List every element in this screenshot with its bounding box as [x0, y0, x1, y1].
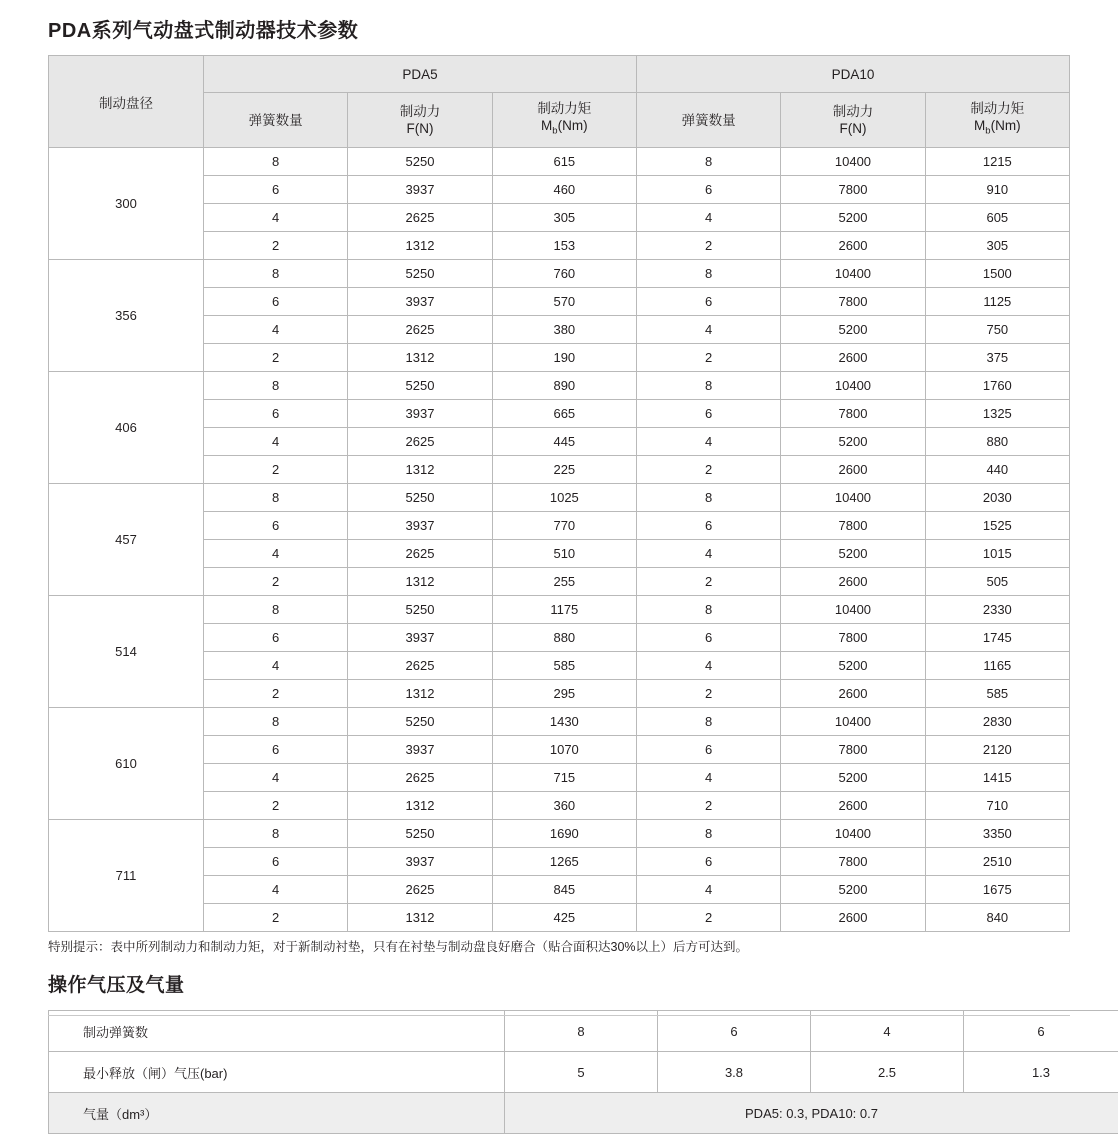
- cell-torque5: 1070: [492, 736, 636, 764]
- cell-force10: 2600: [781, 232, 925, 260]
- cell-torque5: 1265: [492, 848, 636, 876]
- cell-force10: 10400: [781, 148, 925, 176]
- cell-torque10: 605: [925, 204, 1069, 232]
- header-pda5-spring-count: 弹簧数量: [204, 93, 348, 148]
- cell-force5: 2625: [348, 652, 492, 680]
- table-row: [49, 820, 1070, 848]
- cell-spring10: 6: [636, 736, 780, 764]
- header-pda5-torque-line1: 制动力矩: [537, 101, 591, 116]
- cell-force5: 1312: [348, 904, 492, 932]
- cell-force10: 7800: [781, 848, 925, 876]
- cell-force5: 5250: [348, 260, 492, 288]
- cell-torque10: 910: [925, 176, 1069, 204]
- cell-torque10: 880: [925, 428, 1069, 456]
- header-pda10-force-line2: F(N): [839, 121, 866, 136]
- cell-spring10: 8: [636, 372, 780, 400]
- cell-force10: 2600: [781, 456, 925, 484]
- cell-torque10: 1415: [925, 764, 1069, 792]
- cell-spring10: 8: [636, 820, 780, 848]
- cell-spring5: 6: [204, 512, 348, 540]
- cell-spring5: 2: [204, 344, 348, 372]
- technical-parameters-table: [48, 55, 1070, 932]
- cell-spring10: 2: [636, 232, 780, 260]
- cell-spring5: 2: [204, 680, 348, 708]
- header-group-pda5: PDA5: [204, 56, 637, 93]
- cell-spring5: 2: [204, 792, 348, 820]
- cell-force5: 1312: [348, 568, 492, 596]
- cell-torque5: 225: [492, 456, 636, 484]
- cell-torque5: 880: [492, 624, 636, 652]
- cell-torque5: 380: [492, 316, 636, 344]
- cell-spring5: 4: [204, 204, 348, 232]
- cell-spring10: 2: [636, 568, 780, 596]
- cell-spring10: 8: [636, 484, 780, 512]
- cell-force5: 3937: [348, 624, 492, 652]
- header-pda10-torque-line2: [974, 118, 1021, 133]
- header-pda5-torque-unit: (Nm): [558, 118, 588, 133]
- cell-spring5: 4: [204, 652, 348, 680]
- cell-torque10: 1675: [925, 876, 1069, 904]
- cell-spring5: 4: [204, 540, 348, 568]
- cell-force5: 1312: [348, 344, 492, 372]
- air-spring-count-value-2: 6: [658, 1011, 811, 1052]
- cell-torque10: 2830: [925, 708, 1069, 736]
- header-pda5-torque-subscript: b: [552, 126, 557, 137]
- air-table-body: [49, 1011, 1118, 1134]
- cell-spring5: 8: [204, 820, 348, 848]
- cell-force5: 2625: [348, 204, 492, 232]
- cell-spring10: 4: [636, 428, 780, 456]
- cell-spring5: 4: [204, 876, 348, 904]
- table-header: [49, 56, 1070, 148]
- cell-torque5: 305: [492, 204, 636, 232]
- cell-torque5: 760: [492, 260, 636, 288]
- table-row: [49, 260, 1070, 288]
- cell-spring10: 4: [636, 204, 780, 232]
- cell-torque5: 585: [492, 652, 636, 680]
- air-row-min-release-pressure: [49, 1052, 1118, 1093]
- cell-spring10: 8: [636, 148, 780, 176]
- cell-torque5: 460: [492, 176, 636, 204]
- cell-torque10: 710: [925, 792, 1069, 820]
- cell-spring10: 6: [636, 624, 780, 652]
- cell-spring5: 8: [204, 596, 348, 624]
- cell-torque5: 510: [492, 540, 636, 568]
- cell-force5: 2625: [348, 428, 492, 456]
- cell-force5: 3937: [348, 736, 492, 764]
- header-pda10-torque-subscript: b: [985, 126, 990, 137]
- cell-spring5: 2: [204, 568, 348, 596]
- cell-spring5: 6: [204, 624, 348, 652]
- cell-force10: 7800: [781, 736, 925, 764]
- cell-force5: 1312: [348, 680, 492, 708]
- header-pda5-force: [348, 93, 492, 148]
- cell-force10: 7800: [781, 512, 925, 540]
- cell-spring10: 2: [636, 904, 780, 932]
- cell-torque10: 1125: [925, 288, 1069, 316]
- header-pda10-force: [781, 93, 925, 148]
- cell-force5: 3937: [348, 512, 492, 540]
- header-pda5-force-line1: 制动力: [400, 104, 441, 119]
- cell-force5: 3937: [348, 176, 492, 204]
- disc-diameter-cell: 711: [49, 820, 204, 932]
- cell-spring5: 2: [204, 232, 348, 260]
- air-label-spring-count: 制动弹簧数: [49, 1011, 505, 1052]
- cell-torque10: 840: [925, 904, 1069, 932]
- air-spring-count-value-3: 4: [811, 1011, 964, 1052]
- cell-torque5: 615: [492, 148, 636, 176]
- cell-torque10: 1215: [925, 148, 1069, 176]
- cell-torque10: 2120: [925, 736, 1069, 764]
- cell-torque10: 3350: [925, 820, 1069, 848]
- cell-spring5: 8: [204, 484, 348, 512]
- air-label-min-release-pressure: 最小释放（闸）气压(bar): [49, 1052, 505, 1093]
- header-pda5-torque-symbol: M: [541, 118, 552, 133]
- disc-diameter-cell: 300: [49, 148, 204, 260]
- disc-diameter-cell: 610: [49, 708, 204, 820]
- header-pda5-torque: [492, 93, 636, 148]
- cell-torque10: 1165: [925, 652, 1069, 680]
- air-label-air-volume: 气量（dm³）: [49, 1093, 505, 1134]
- cell-force10: 7800: [781, 288, 925, 316]
- cell-force10: 5200: [781, 428, 925, 456]
- cell-spring5: 2: [204, 904, 348, 932]
- cell-torque10: 375: [925, 344, 1069, 372]
- cell-force10: 5200: [781, 764, 925, 792]
- header-pda10-force-line1: 制动力: [833, 104, 874, 119]
- air-spring-count-value-4: 6: [964, 1011, 1118, 1052]
- cell-spring10: 2: [636, 344, 780, 372]
- cell-force10: 5200: [781, 876, 925, 904]
- cell-force5: 5250: [348, 372, 492, 400]
- air-pressure-value-2: 3.8: [658, 1052, 811, 1093]
- cell-torque10: 1015: [925, 540, 1069, 568]
- cell-spring10: 2: [636, 792, 780, 820]
- cell-force5: 5250: [348, 148, 492, 176]
- cell-force10: 5200: [781, 540, 925, 568]
- header-pda10-torque-unit: (Nm): [991, 118, 1021, 133]
- cell-force5: 1312: [348, 232, 492, 260]
- cell-torque5: 770: [492, 512, 636, 540]
- disc-diameter-cell: 356: [49, 260, 204, 372]
- cell-torque10: 1525: [925, 512, 1069, 540]
- header-pda10-torque-line1: 制动力矩: [970, 101, 1024, 116]
- cell-force10: 10400: [781, 260, 925, 288]
- cell-torque5: 845: [492, 876, 636, 904]
- cell-torque5: 295: [492, 680, 636, 708]
- cell-spring10: 6: [636, 176, 780, 204]
- cell-spring5: 8: [204, 260, 348, 288]
- cell-force5: 2625: [348, 316, 492, 344]
- cell-torque10: 2030: [925, 484, 1069, 512]
- cell-torque5: 255: [492, 568, 636, 596]
- cell-torque5: 360: [492, 792, 636, 820]
- table-row: [49, 596, 1070, 624]
- header-pda10-torque-symbol: M: [974, 118, 985, 133]
- cell-spring10: 4: [636, 652, 780, 680]
- air-pressure-value-1: 5: [505, 1052, 658, 1093]
- cell-spring5: 2: [204, 456, 348, 484]
- air-volume-value: PDA5: 0.3, PDA10: 0.7: [505, 1093, 1118, 1134]
- cell-spring5: 8: [204, 372, 348, 400]
- cell-force5: 2625: [348, 540, 492, 568]
- table-note: 特别提示：表中所列制动力和制动力矩，对于新制动衬垫，只有在衬垫与制动盘良好磨合（贴合面积达30%以上）后方可达到。: [48, 932, 1070, 956]
- page-title: PDA系列气动盘式制动器技术参数: [48, 0, 1070, 55]
- cell-torque5: 715: [492, 764, 636, 792]
- cell-force10: 10400: [781, 484, 925, 512]
- cell-torque10: 1745: [925, 624, 1069, 652]
- cell-torque5: 153: [492, 232, 636, 260]
- cell-torque10: 585: [925, 680, 1069, 708]
- cell-torque10: 2510: [925, 848, 1069, 876]
- cell-force10: 2600: [781, 792, 925, 820]
- cell-spring10: 2: [636, 680, 780, 708]
- cell-force10: 7800: [781, 176, 925, 204]
- cell-spring10: 8: [636, 708, 780, 736]
- cell-spring10: 6: [636, 848, 780, 876]
- cell-force10: 2600: [781, 680, 925, 708]
- cell-torque10: 750: [925, 316, 1069, 344]
- cell-force10: 7800: [781, 400, 925, 428]
- cell-torque5: 425: [492, 904, 636, 932]
- cell-torque10: 1760: [925, 372, 1069, 400]
- cell-torque5: 665: [492, 400, 636, 428]
- header-disc-diameter: 制动盘径: [49, 56, 204, 148]
- cell-spring5: 6: [204, 288, 348, 316]
- cell-torque10: 440: [925, 456, 1069, 484]
- page-bottom-rule: [48, 1015, 1070, 1016]
- cell-spring5: 4: [204, 764, 348, 792]
- cell-force5: 5250: [348, 708, 492, 736]
- cell-force5: 5250: [348, 596, 492, 624]
- disc-diameter-cell: 457: [49, 484, 204, 596]
- cell-spring10: 8: [636, 596, 780, 624]
- disc-diameter-cell: 514: [49, 596, 204, 708]
- cell-spring10: 6: [636, 288, 780, 316]
- header-pda5-force-line2: F(N): [406, 121, 433, 136]
- cell-force10: 10400: [781, 708, 925, 736]
- cell-torque10: 1500: [925, 260, 1069, 288]
- header-group-pda10: PDA10: [636, 56, 1069, 93]
- air-pressure-value-4: 1.3: [964, 1052, 1118, 1093]
- air-pressure-table: [48, 1010, 1118, 1134]
- cell-torque10: 505: [925, 568, 1069, 596]
- cell-force10: 7800: [781, 624, 925, 652]
- cell-spring10: 2: [636, 456, 780, 484]
- air-section-title: 操作气压及气量: [48, 956, 1070, 1008]
- air-row-air-volume: [49, 1093, 1118, 1134]
- cell-force10: 2600: [781, 568, 925, 596]
- air-row-spring-count: [49, 1011, 1118, 1052]
- header-pda5-torque-line2: [541, 118, 588, 133]
- cell-spring5: 8: [204, 708, 348, 736]
- cell-force10: 5200: [781, 316, 925, 344]
- cell-force5: 2625: [348, 764, 492, 792]
- cell-force10: 10400: [781, 372, 925, 400]
- cell-spring5: 4: [204, 428, 348, 456]
- cell-spring10: 6: [636, 400, 780, 428]
- cell-spring5: 6: [204, 736, 348, 764]
- cell-spring5: 6: [204, 400, 348, 428]
- cell-spring5: 4: [204, 316, 348, 344]
- cell-spring10: 4: [636, 316, 780, 344]
- disc-diameter-cell: 406: [49, 372, 204, 484]
- cell-spring10: 4: [636, 764, 780, 792]
- cell-torque10: 1325: [925, 400, 1069, 428]
- cell-force10: 2600: [781, 904, 925, 932]
- cell-force5: 1312: [348, 792, 492, 820]
- cell-torque5: 1025: [492, 484, 636, 512]
- table-row: [49, 372, 1070, 400]
- cell-torque5: 570: [492, 288, 636, 316]
- table-body: [49, 148, 1070, 932]
- cell-torque5: 445: [492, 428, 636, 456]
- cell-spring10: 4: [636, 876, 780, 904]
- cell-torque5: 190: [492, 344, 636, 372]
- cell-force10: 10400: [781, 820, 925, 848]
- cell-force10: 5200: [781, 652, 925, 680]
- cell-torque5: 1430: [492, 708, 636, 736]
- table-row: [49, 148, 1070, 176]
- cell-force5: 5250: [348, 484, 492, 512]
- cell-force5: 5250: [348, 820, 492, 848]
- header-pda10-torque: [925, 93, 1069, 148]
- air-pressure-value-3: 2.5: [811, 1052, 964, 1093]
- cell-force10: 10400: [781, 596, 925, 624]
- cell-torque5: 1175: [492, 596, 636, 624]
- cell-spring10: 6: [636, 512, 780, 540]
- cell-torque5: 890: [492, 372, 636, 400]
- cell-spring5: 6: [204, 848, 348, 876]
- cell-torque10: 305: [925, 232, 1069, 260]
- table-row: [49, 708, 1070, 736]
- cell-torque5: 1690: [492, 820, 636, 848]
- cell-force5: 1312: [348, 456, 492, 484]
- cell-force5: 3937: [348, 400, 492, 428]
- air-spring-count-value-1: 8: [505, 1011, 658, 1052]
- cell-force10: 5200: [781, 204, 925, 232]
- cell-torque10: 2330: [925, 596, 1069, 624]
- cell-spring10: 8: [636, 260, 780, 288]
- table-header-row-groups: [49, 56, 1070, 93]
- cell-force5: 3937: [348, 288, 492, 316]
- table-row: [49, 484, 1070, 512]
- cell-force5: 3937: [348, 848, 492, 876]
- header-pda10-spring-count: 弹簧数量: [636, 93, 780, 148]
- cell-spring5: 8: [204, 148, 348, 176]
- cell-force10: 2600: [781, 344, 925, 372]
- cell-spring10: 4: [636, 540, 780, 568]
- cell-force5: 2625: [348, 876, 492, 904]
- cell-spring5: 6: [204, 176, 348, 204]
